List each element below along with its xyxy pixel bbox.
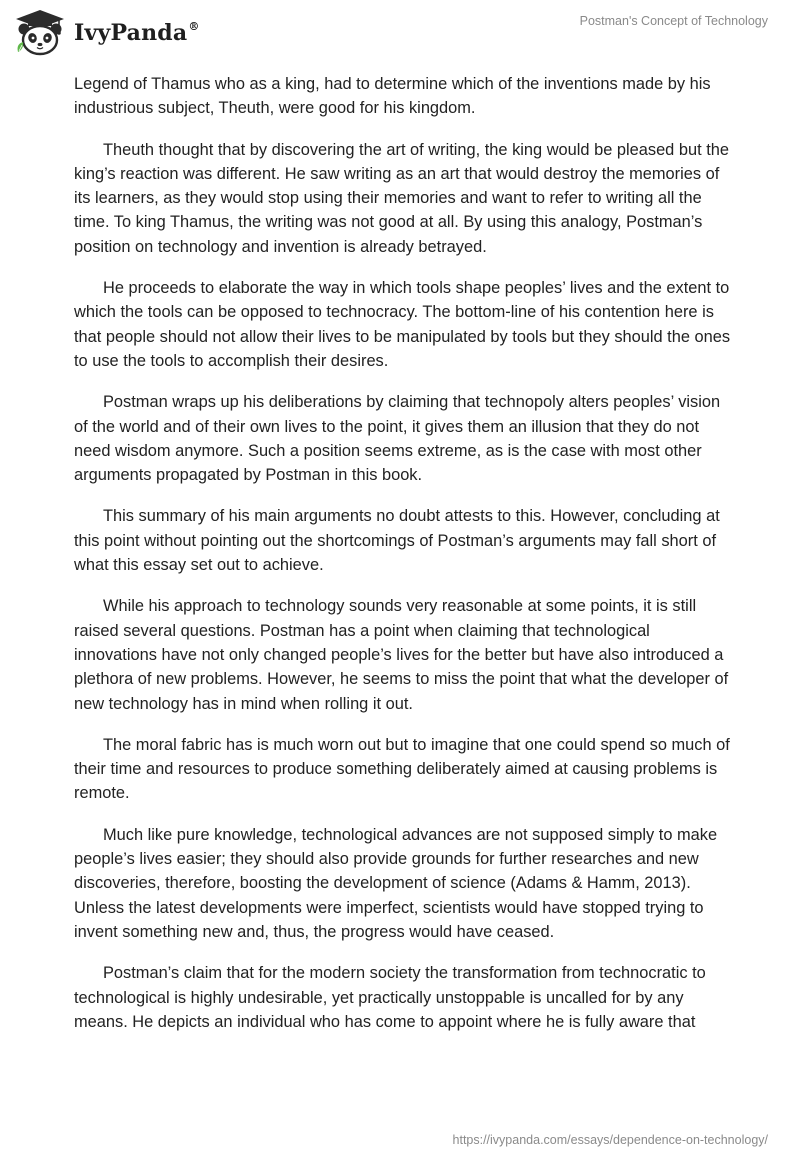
paragraph: Legend of Thamus who as a king, had to determine which of the inventions made by his industrious subject, Theuth, were good for his kingdom.	[74, 75, 711, 118]
page-header	[0, 0, 800, 70]
paragraph: Much like pure knowledge, technological advances are not supposed simply to make people’s lives easier; they should also provide grounds for further researches and new discoveries, therefore, boosting the development of science (Adams & Hamm, 2013). Unless the latest developments were imperfect, scientists would have stopped trying to invent something new and, thus, the progress would have ceased.	[74, 825, 718, 941]
paragraph: Postman’s claim that for the modern society the transformation from technocratic to technological is highly undesirable, yet practically unstoppable is uncalled for by any means. He depicts an individual who has come to appoint where he is fully aware that	[74, 964, 706, 1031]
panda-graduate-icon	[14, 8, 66, 58]
paragraph: While his approach to technology sounds very reasonable at some points, it is still raised several questions. Postman has a point when claiming that technological innovations have not only changed people’s lives for the better but have also introduced a plethora of new problems. However, he seems to miss the point that what the developer of new technology has in mind when rolling it out.	[74, 597, 729, 713]
paragraph: Postman wraps up his deliberations by claiming that technopoly alters peoples’ vision of the world and of their own lives to the point, it gives them an illusion that they do not need wisdom anymore. Such a position seems extreme, as is the case with most other arguments propagated by Postman in this book.	[74, 393, 721, 485]
paragraph: The moral fabric has is much worn out but to imagine that one could spend so much of their time and resources to produce something deliberately aimed at causing problems is remote.	[74, 735, 730, 803]
paragraph: This summary of his main arguments no doubt attests to this. However, concluding at this point without pointing out the shortcomings of Postman’s arguments may fall short of what this essay set out to achieve.	[74, 507, 720, 575]
document-title: Postman's Concept of Technology	[579, 14, 768, 28]
ivypanda-logo[interactable]	[14, 8, 200, 58]
paragraph: He proceeds to elaborate the way in which tools shape peoples’ lives and the extent to which the tools can be opposed to technocracy. The bottom-line of his contention here is that people should not allow their lives to be manipulated by tools but they should the ones to use the tools to accomplish their desires.	[74, 279, 731, 370]
essay-body	[74, 72, 734, 1051]
logo-wordmark: IvyPanda®	[74, 20, 200, 46]
paragraph: Theuth thought that by discovering the art of writing, the king would be pleased but the king’s reaction was different. He saw writing as an art that would destroy the memories of its learners, as they would stop using their memories and want to refer to writing all the time. To king Thamus, the writing was not good at all. By using this analogy, Postman’s position on technology and invention is already betrayed.	[74, 140, 729, 256]
source-url[interactable]: https://ivypanda.com/essays/dependence-on-technology/	[452, 1133, 768, 1147]
